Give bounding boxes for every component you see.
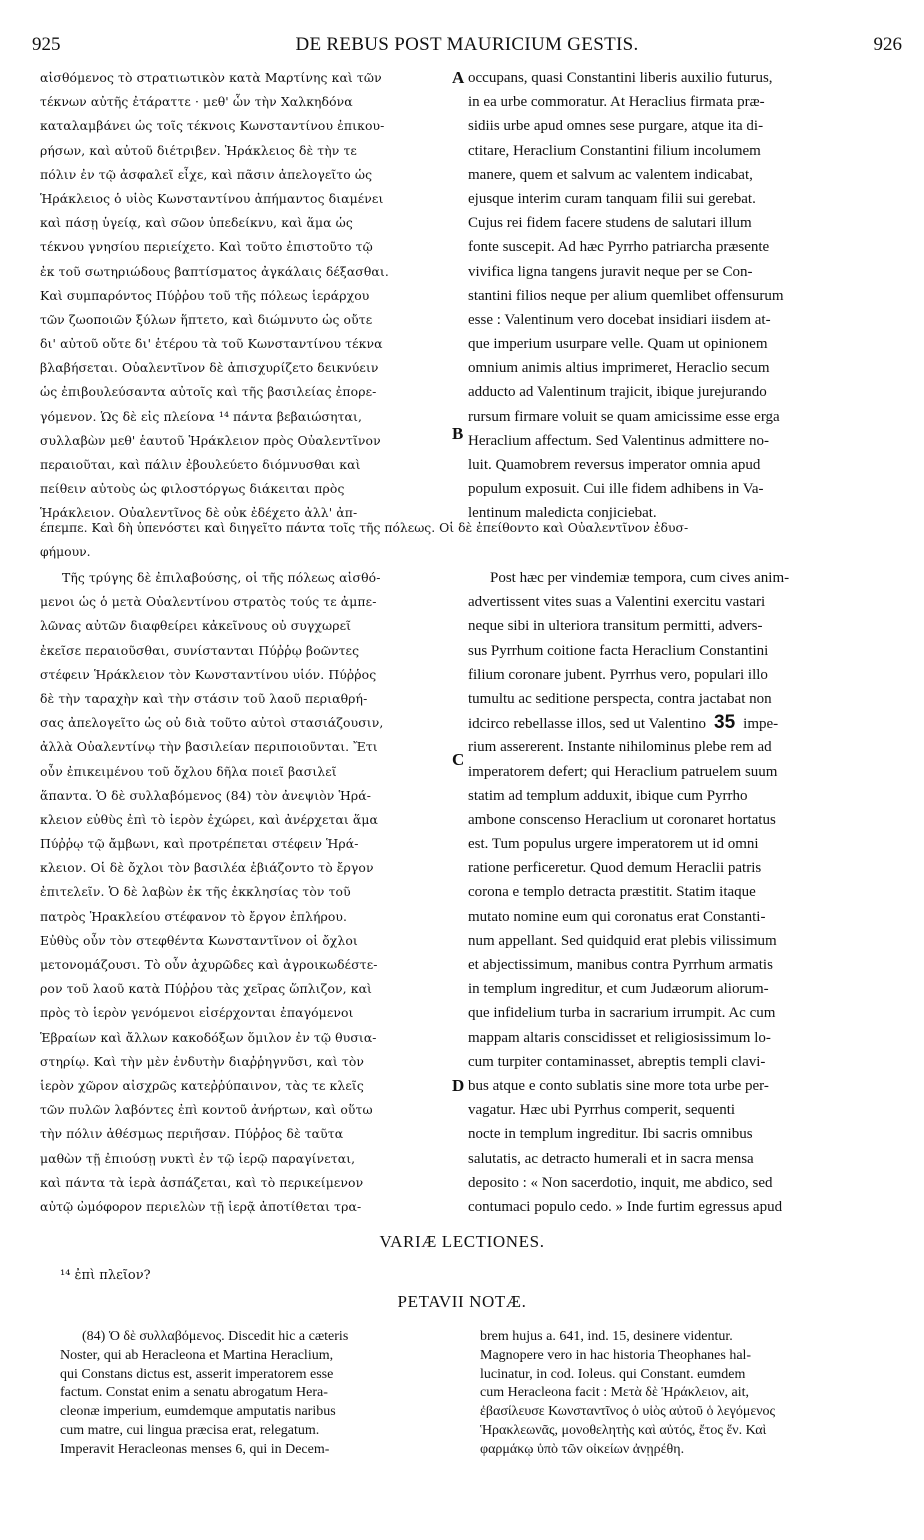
greek-text-line: μενοι ὡς ὁ μετὰ Οὐαλεντίνου στρατὸς τούς τε ἀμπε- <box>40 594 377 610</box>
greek-text-line: Ἑβραίων καὶ ἄλλων κακοδόξων ὅμιλον ἐν τῷ θυσια- <box>40 1029 377 1045</box>
latin-text-line: est. Tum populus urgere imperatorem ut id omni <box>468 836 759 853</box>
latin-text-line: Heraclium affectum. Sed Valentinus admittere no- <box>468 432 770 449</box>
greek-text-line: καὶ πάντα τὰ ἱερὰ ἀσπάζεται, καὶ τὸ περικείμενον <box>40 1174 364 1190</box>
greek-text-line: γόμενον. Ὡς δὲ εἰς πλείονα ¹⁴ πάντα βεβαιώσηται, <box>40 408 363 424</box>
note-line: cum matre, cui lingua præcisa erat, relegatum. <box>60 1422 320 1438</box>
latin-text-line: que infidelium turba in sacrarium irrumpit. Ac cum <box>468 1005 776 1022</box>
latin-text-line: Cujus rei fidem facere studens de salutari illum <box>468 215 752 232</box>
notes-column-right <box>480 1328 908 1468</box>
latin-text-line: luit. Quamobrem reversus imperator omnia apud <box>468 457 761 473</box>
greek-text-line: ἱερὸν χῶρον αἰσχρῶς κατεῤῥύπαινον, τὰς τε κλεῖς <box>40 1077 364 1093</box>
greek-text-line: ἐπιτελεῖν. Ὁ δὲ λαβὼν ἐκ τῆς ἐκκλησίας τὸν τοῦ <box>40 884 351 900</box>
latin-text-line: ratione perficeretur. Quod demum Heraclii patris <box>468 860 762 877</box>
note-line: Ἡρακλεωνᾶς, μονοθελητὴς καὶ αὐτός, ἔτος ἕν. Καὶ <box>480 1422 767 1438</box>
greek-text-line: πείθειν αὐτοὺς ὡς φιλοστόργως διάκειται πρὸς <box>40 481 345 497</box>
greek-text-line: Εὐθὺς οὖν τὸν στεφθέντα Κωνσταντῖνον οἱ ὄχλοι <box>40 932 358 948</box>
greek-text-line: Πύῤῥῳ τῷ ἄμβωνι, καὶ προτρέπεται στέφειν Ἡρά- <box>40 836 359 852</box>
page-number-left: 925 <box>32 34 61 55</box>
greek-text-line: καταλαμβάνει ὡς τοῖς τέκνοις Κωνσταντίνου ἐπικου- <box>40 118 385 134</box>
note-line: qui Constans dictus est, asserit imperatorem esse <box>60 1366 334 1382</box>
latin-column-top <box>468 66 908 528</box>
greek-text-line: πόλιν ἐν τῷ ἀσφαλεῖ εἶχε, καὶ πᾶσιν ἀπελογεῖτο ὡς <box>40 166 373 182</box>
latin-text-line: adducto ad Valentinum trajicit, ibique jurejurando <box>468 384 767 401</box>
latin-text-line: manere, quem et salvum ac valentem indicabat, <box>468 166 753 183</box>
latin-text-line: statim ad templum adduxit, ibique cum Pyrrho <box>468 787 748 804</box>
margin-letter-c: C <box>452 750 465 769</box>
latin-text-line: ejusque interim curam tanquam filii sui gerebat. <box>468 190 756 207</box>
petavii-notae-title: PETAVII NOTÆ. <box>397 1292 527 1311</box>
variae-lectiones-title: VARIÆ LECTIONES. <box>379 1232 545 1251</box>
greek-text-line: Καὶ συμπαρόντος Πύῤῥου τοῦ τῆς πόλεως ἱεράρχου <box>40 287 370 303</box>
latin-text-line: fonte suscepit. Ad hæc Pyrrho patriarcha præsente <box>468 239 770 256</box>
latin-text-line: mutato nomine eum qui coronatus erat Constanti- <box>468 908 766 925</box>
latin-text-line: stantini filios neque per alium quemlibet offensurum <box>468 287 784 304</box>
greek-text-line: οὖν ἐπικειμένου τοῦ ὄχλου δῆλα ποιεῖ βασιλεῖ <box>40 763 337 779</box>
greek-text-line: ὡς ἐπιβουλεύσαντα αὐτοῖς καὶ τῆς βασιλείας ἐπορε- <box>40 384 377 400</box>
latin-text-line: mappam altaris conscidisset et religiosissimum lo- <box>468 1029 771 1046</box>
greek-text-line: αἰσθόμενος τὸ στρατιωτικὸν κατὰ Μαρτίνης καὶ τῶν <box>40 70 382 85</box>
greek-text-line: κλειον. Οἱ δὲ ὄχλοι τὸν βασιλέα ἐβιάζοντο τὸ ἔργον <box>40 860 374 876</box>
latin-text-line: vagatur. Hæc ubi Pyrrhus comperit, sequenti <box>468 1102 736 1119</box>
latin-text-line: nocte in templum ingreditur. Ibi sacris omnibus <box>468 1126 753 1143</box>
greek-column-bottom <box>40 566 452 1222</box>
note-line: cleonæ imperium, eumdemque amputatis naribus <box>60 1404 336 1420</box>
latin-text-line: occupans, quasi Constantini liberis auxilio futurus, <box>468 70 773 86</box>
latin-text-line: in templum ingreditur, et cum Judæorum aliorum- <box>468 981 769 998</box>
greek-column-top <box>40 66 452 528</box>
note-line: (84) Ὁ δὲ συλλαβόμενος. Discedit hic a cæteris <box>82 1329 349 1344</box>
latin-text-line: que imperium usurpare velle. Quam ut opinionem <box>468 336 768 353</box>
note-line: Imperavit Heracleonas menses 6, qui in Decem- <box>60 1441 330 1457</box>
latin-text-line: vivifica ligna tangens juravit neque per se Con- <box>468 263 753 280</box>
greek-text-line: περαιοῦται, καὶ πάλιν ἐβουλεύετο διόμνυσθαι καὶ <box>40 457 361 472</box>
greek-text-line: Τῆς τρύγης δὲ ἐπιλαβούσης, οἱ τῆς πόλεως αἰσθό- <box>62 570 381 585</box>
latin-text-line: advertissent vites suas a Valentini exercitu vastari <box>468 594 766 611</box>
latin-text-line: corona e templo detracta præstitit. Statim itaque <box>468 884 756 901</box>
latin-text-line: in ea urbe commoratur. At Heraclius firmata præ- <box>468 94 765 111</box>
page-number-right: 926 <box>873 34 902 55</box>
greek-text-line: ἐκ τοῦ σωτηριώδους βαπτίσματος ἀγκάλαις δέξασθαι. <box>40 263 389 279</box>
latin-text-line: sidiis urbe apud omnes sese purgare, atque ita di- <box>468 118 764 135</box>
margin-letter-b: B <box>452 424 464 443</box>
latin-text-line: neque sibi in ulteriora transitum permitti, advers- <box>468 618 763 635</box>
greek-text-line: μετονομάζουσι. Τὸ οὖν ἀχυρῶδες καὶ ἀγροικωδέστε- <box>40 957 378 972</box>
latin-text-line: omnium animis altius imprimeret, Heraclio secum <box>468 360 770 377</box>
greek-text-line: τῶν πυλῶν λαβόντες ἐπὶ κοντοῦ ἀνήρτων, καὶ οὕτω <box>40 1102 373 1118</box>
greek-text-line: αὐτῷ ὠμόφορον περιελὼν τῇ ἱερᾷ ἀποτίθεται τρα- <box>40 1198 362 1214</box>
greek-text-line: τέκνου γνησίου περιείχετο. Καὶ τοῦτο ἐπιστοῦτο τῷ <box>40 239 373 255</box>
notes-column-left <box>60 1328 462 1468</box>
latin-text-line: rium assererent. Instante nihilominus plebe rem ad <box>468 739 772 756</box>
greek-text-line: σας ἀπελογεῖτο ὡς οὐ διὰ τοῦτο αὐτοὶ στασιάζουσιν, <box>40 715 384 731</box>
greek-text-line: Ἡράκλειον. Οὐαλεντῖνος δὲ οὐκ ἐδέχετο ἀλλ' ἀπ- <box>40 505 358 521</box>
note-line: lucinatur, in cod. Ioleus. qui Constant. eumdem <box>480 1366 746 1382</box>
greek-text-line: ἐκεῖσε περαιοῦσθαι, συνίστανται Πύῤῥῳ βοῶντες <box>40 642 360 658</box>
latin-text-line: contumaci populo cedo. » Inde furtim egressus apud <box>468 1198 783 1215</box>
latin-column-bottom <box>468 566 908 1222</box>
latin-text-fragment: impe- <box>743 716 779 733</box>
latin-text-line: sus Pyrrhum coitione facta Heraclium Constantini <box>468 642 769 659</box>
greek-text-line: ρον τοῦ λαοῦ κατὰ Πύῤῥου τὰς χεῖρας ὥπλιζον, καὶ <box>40 981 372 997</box>
note-line: φαρμάκῳ ὑπὸ τῶν οἰκείων ἀνῃρέθη. <box>480 1441 685 1457</box>
greek-text-line: καὶ πάσῃ ὑγείᾳ, καὶ σῶον ὑπεδείκνυ, καὶ ἅμα ὡς <box>40 215 353 231</box>
note-line: brem hujus a. 641, ind. 15, desinere videntur. <box>480 1329 733 1344</box>
latin-text-line: cum turpiter contaminasset, abreptis templi clavi- <box>468 1053 766 1070</box>
latin-text-line: lentinum maledicta conjiciebat. <box>468 505 657 522</box>
greek-wide-line-end: φήμουν. <box>40 544 91 559</box>
latin-text-fragment: idcirco rebellasse illos, sed ut Valentino <box>468 716 707 733</box>
greek-text-line: βλαβήσεται. Οὐαλεντῖνον δὲ ἀπισχυρίζετο δεικνύειν <box>40 360 379 376</box>
greek-text-line: τῶν ζωοποιῶν ξύλων ἥπτετο, καὶ διώμνυτο ὡς οὔτε <box>40 311 373 327</box>
greek-text-line: μαθὼν τῇ ἐπιούσῃ νυκτὶ ἐν τῷ ἱερῷ παραγίνεται, <box>40 1150 356 1166</box>
latin-text-line: tumultu ac seditione perspecta, contra jactabat non <box>468 690 772 707</box>
latin-text-line: rursum firmare voluit se quam amicissime esse erga <box>468 408 780 425</box>
margin-letter-a: A <box>452 68 465 87</box>
greek-text-line: ἅπαντα. Ὁ δὲ συλλαβόμενος (84) τὸν ἀνεψιὸν Ἡρά- <box>40 787 371 803</box>
note-line: cum Heracleona facit : Μετὰ δὲ Ἡράκλειον, ait, <box>480 1385 750 1401</box>
latin-text-line <box>468 711 908 735</box>
greek-text-line: ἀλλὰ Οὐαλεντίνῳ τὴν βασιλείαν περιποιοῦνται. Ἔτι <box>40 739 378 755</box>
greek-wide-line: έπεμπε. Καὶ δὴ ὑπενόστει καὶ διηγεῖτο πάντα τοῖς τῆς πόλεως. Οἱ δὲ ἐπείθοντο καὶ Οὐαλεντῖνον ἐδυσ- <box>40 520 689 535</box>
greek-text-line: στέφειν Ἡράκλειον τὸν Κωνσταντίνου υἱόν. Πύῤῥος <box>40 666 377 682</box>
latin-text-line: filium coronare jubent. Pyrrhus vero, populari illo <box>468 666 768 683</box>
latin-text-line: esse : Valentinum vero docebat insidiari iisdem at- <box>468 311 771 328</box>
latin-text-line: ctitare, Heraclium Constantini filium incolumem <box>468 142 761 159</box>
greek-text-line: συλλαβὼν μεθ' ἑαυτοῦ Ἡράκλειον πρὸς Οὐαλεντῖνον <box>40 432 381 448</box>
greek-text-line: ρήσων, καὶ αὐτοῦ διέτριβεν. Ἡράκλειος δὲ τὴν τε <box>40 142 357 158</box>
latin-text-line: populum exposuit. Cui ille fidem adhibens in Va- <box>468 481 764 498</box>
note-line: Noster, qui ab Heracleona et Martina Heraclium, <box>60 1347 334 1363</box>
latin-text-line: num appellant. Sed quidquid erat plebis vilissimum <box>468 932 777 949</box>
greek-text-line: δι' αὐτοῦ οὔτε δι' ἑτέρου τὰ τοῦ Κωνσταντίνου τέκνα <box>40 336 383 352</box>
note-line: ἐβασίλευσε Κωνσταντῖνος ὁ υἱὸς αὐτοῦ ὁ λεγόμενος <box>480 1404 776 1420</box>
greek-text-line: λῶνας αὐτῶν διαφθείρει κἀκεῖνους οὐ συγχωρεῖ <box>40 618 352 634</box>
latin-text-line: et abjectissimum, manibus contra Pyrrhum armatis <box>468 957 773 973</box>
column-number: 35 <box>714 712 736 734</box>
greek-text-line: πρὸς τὸ ἱερὸν γενόμενοι εἰσέρχονται ἐπαγόμενοι <box>40 1005 354 1021</box>
running-title: DE REBUS POST MAURICIUM GESTIS. <box>295 34 639 55</box>
variant-reading: ¹⁴ ἐπὶ πλεῖον? <box>60 1268 151 1283</box>
note-line: factum. Constat enim a senatu abrogatum Hera- <box>60 1385 328 1401</box>
latin-text-line: ambone conscenso Heraclium ut coronaret hortatus <box>468 811 776 828</box>
greek-text-line: δὲ τὴν ταραχὴν καὶ τὴν στάσιν τοῦ λαοῦ περιαθρή- <box>40 690 368 706</box>
running-header <box>32 34 902 64</box>
greek-text-line: τέκνων αὐτῆς ἐτάραττε · μεθ' ὧν τὴν Χαλκηδόνα <box>40 94 353 110</box>
margin-letter-d: D <box>452 1076 465 1095</box>
greek-text-line: πατρὸς Ἡρακλείου στέφανον τὸ ἔργον ἐπλήρου. <box>40 908 348 924</box>
latin-text-line: deposito : « Non sacerdotio, inquit, me abdico, sed <box>468 1174 773 1191</box>
greek-text-line: τὴν πόλιν ἀθέσμως περιῆσαν. Πύῤῥος δὲ ταῦτα <box>40 1126 344 1142</box>
greek-text-line: κλειον εὐθὺς ἐπὶ τὸ ἱερὸν ἐχώρει, καὶ ἀνέρχεται ἅμα <box>40 811 379 827</box>
greek-text-line: Ἡράκλειος ὁ υἱὸς Κωνσταντίνου ἀπήμαντος διαμένει <box>40 190 384 206</box>
latin-text-line: bus atque e conto sublatis sine more tota urbe per- <box>468 1077 769 1094</box>
greek-text-line: στηρίῳ. Καὶ τὴν μὲν ἐνδυτὴν διαῤῥηγνῦσι, καὶ τὸν <box>40 1053 365 1069</box>
latin-para-start: Post hæc per vindemiæ tempora, cum cives anim- <box>490 570 790 586</box>
latin-text-line: salutatis, ac detracto humerali et in sacra mensa <box>468 1150 754 1167</box>
latin-text-line: imperatorem defert; qui Heraclium patruelem suum <box>468 763 778 780</box>
note-line: Magnopere vero in hac historia Theophanes hal- <box>480 1347 752 1363</box>
